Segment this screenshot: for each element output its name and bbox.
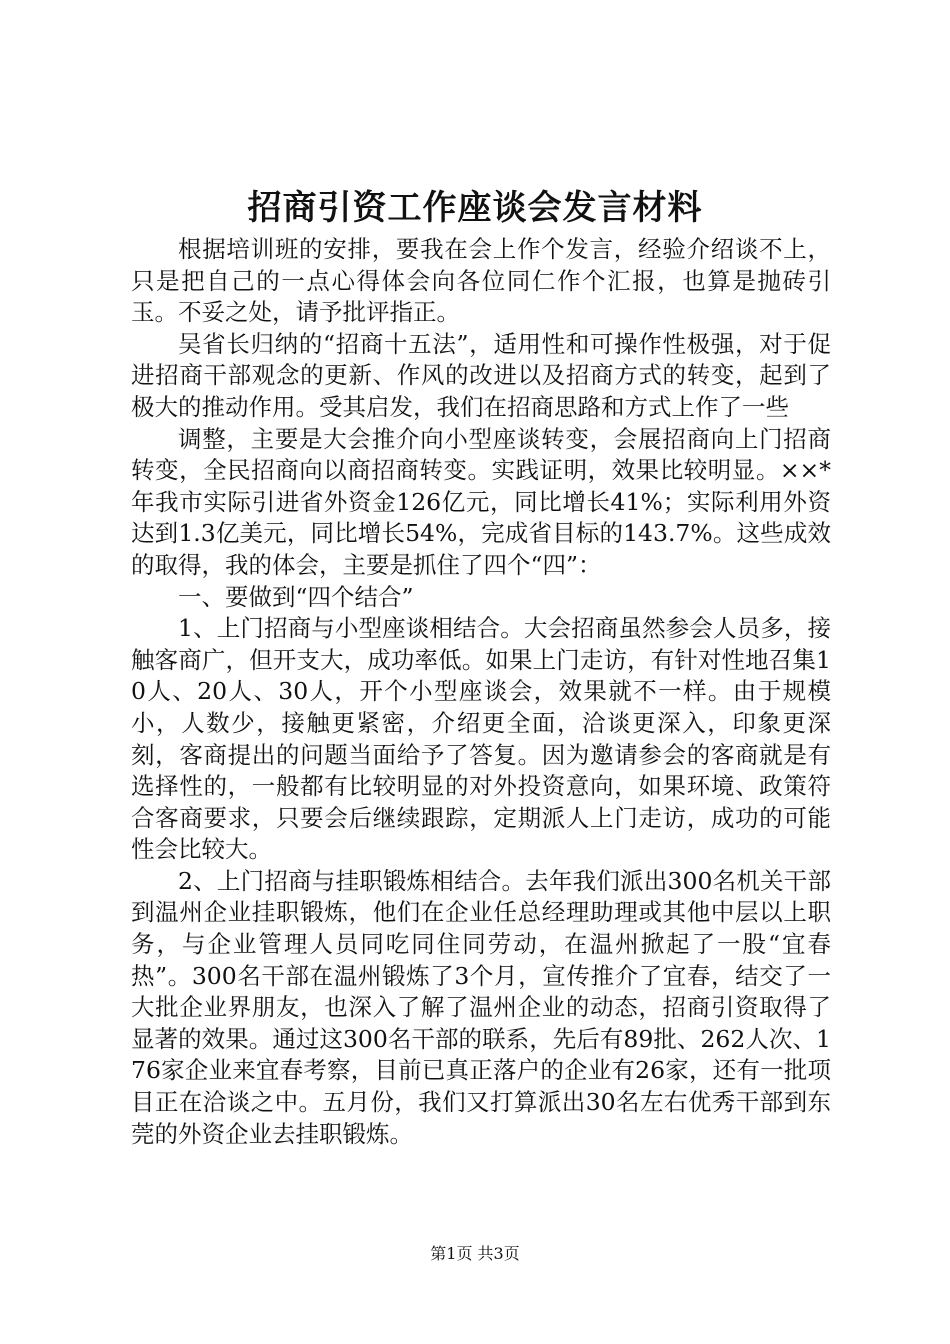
page-number-footer: 第1页 共3页 bbox=[430, 1244, 520, 1263]
paragraph-point-2: 2、上门招商与挂职锻炼相结合。去年我们派出300名机关干部到温州企业挂职锻炼，他们在企业任总经理助理或其他中层以上职务，与企业管理人员同吃同住同劳动，在温州掀起了一股“宜春热”。300名干部在温州锻炼了3个月，宣传推介了宜春，结交了一大批企业界朋友，也深入了解了温州企业的动态，招商引资取得了显著的效果。通过这300名干部的联系，先后有89批、262人次、176家企业来宜春考察，目前已真正落户的企业有26家，还有一批项目正在洽谈之中。五月份，我们又打算派出30名左右优秀干部到东莞的外资企业去挂职锻炼。 bbox=[131, 866, 831, 1148]
document-body bbox=[131, 234, 831, 1150]
section-heading-four-combinations: 一、要做到“四个结合” bbox=[178, 582, 414, 611]
paragraph-point-1: 1、上门招商与小型座谈相结合。大会招商虽然参会人员多，接触客商广，但开支大，成功率低。如果上门走访，有针对性地召集10人、20人、30人，开个小型座谈会，效果就不一样。由于规模小，人数少，接触更紧密，介绍更全面，洽谈更深入，印象更深刻，客商提出的问题当面给予了答复。因为邀请参会的客商就是有选择性的，一般都有比较明显的对外投资意向，如果环境、政策符合客商要求，只要会后继续跟踪，定期派人上门走访，成功的可能性会比较大。 bbox=[131, 614, 831, 864]
paragraph-adjustment-results: 调整，主要是大会推介向小型座谈转变，会展招商向上门招商转变，全民招商向以商招商转变。实践证明，效果比较明显。××*年我市实际引进省外资金126亿元，同比增长41%；实际利用外资达到1.3亿美元，同比增长54%，完成省目标的143.7%。这些成效的取得，我的体会，主要是抓住了四个“四”： bbox=[131, 424, 831, 579]
paragraph-governor-method: 吴省长归纳的“招商十五法”，适用性和可操作性极强，对于促进招商干部观念的更新、作风的改进以及招商方式的转变，起到了极大的推动作用。受其启发，我们在招商思路和方式上作了一些 bbox=[131, 329, 831, 421]
paragraph-intro: 根据培训班的安排，要我在会上作个发言，经验介绍谈不上，只是把自己的一点心得体会向各位同仁作个汇报，也算是抛砖引玉。不妥之处，请予批评指正。 bbox=[131, 235, 831, 327]
document-title: 招商引资工作座谈会发言材料 bbox=[247, 188, 703, 228]
